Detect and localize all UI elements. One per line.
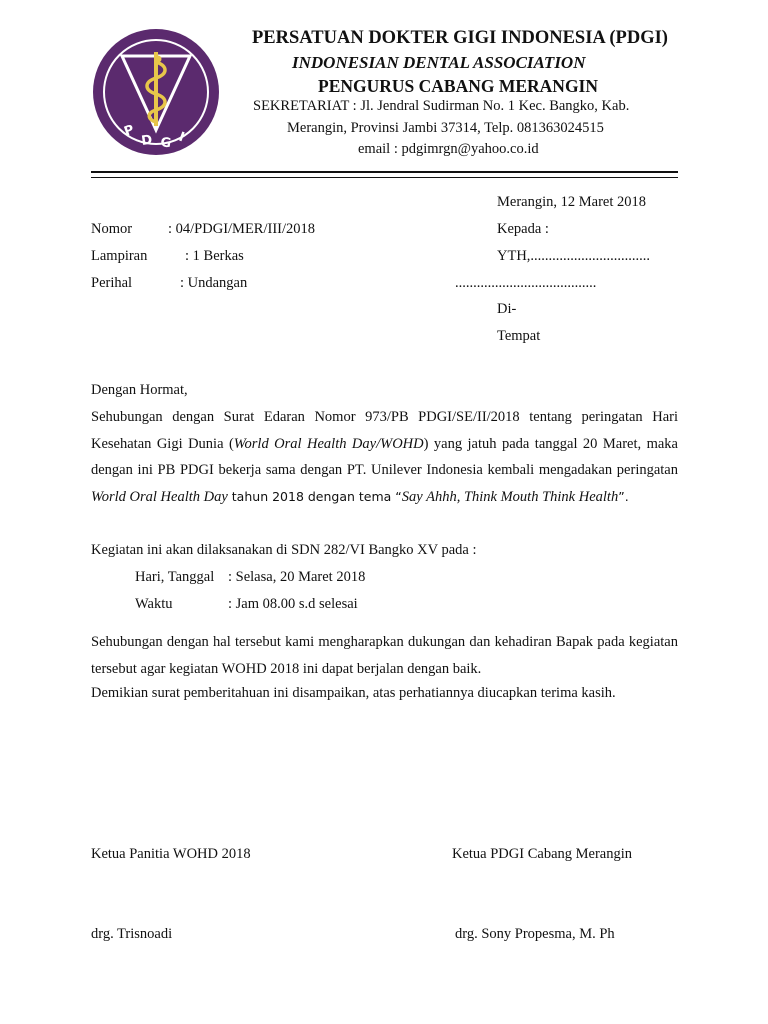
nomor-label: Nomor bbox=[91, 221, 133, 237]
right-signer-name: drg. Sony Propesma, M. Ph bbox=[455, 926, 615, 942]
perihal-label: Perihal bbox=[91, 275, 133, 291]
paragraph-2: Kegiatan ini akan dilaksanakan di SDN 282/VI Bangko XV pada : bbox=[91, 542, 477, 558]
perihal-value: : Undangan bbox=[180, 275, 248, 291]
lampiran-value: : 1 Berkas bbox=[185, 248, 244, 264]
di-label: Di- bbox=[497, 301, 517, 317]
left-signer-name: drg. Trisnoadi bbox=[91, 926, 173, 942]
branch-name: PENGURUS CABANG MERANGIN bbox=[318, 76, 599, 96]
address-line-1: SEKRETARIAT : Jl. Jendral Sudirman No. 1 Kec. Bangko, Kab. bbox=[253, 98, 630, 114]
p1-theme: Say Ahhh, Think Mouth Think Health bbox=[401, 488, 619, 505]
place-date: Merangin, 12 Maret 2018 bbox=[497, 194, 646, 210]
p1-text-e: tahun 2018 dengan tema “ bbox=[227, 488, 402, 504]
logo-letter-i: I bbox=[176, 129, 187, 146]
paragraph-1 bbox=[91, 404, 678, 510]
salutation: Dengan Hormat, bbox=[91, 382, 188, 398]
p1-text-c: ) yang jatuh pada tanggal 20 Maret, maka dengan ini PB PDGI bekerja sama dengan PT. Unilever Indonesia kembali mengadakan peringatan bbox=[91, 435, 678, 479]
address-line-2: Merangin, Provinsi Jambi 37314, Telp. 081363024515 bbox=[287, 120, 604, 136]
p1-wohd-italic: World Oral Health Day/WOHD bbox=[233, 435, 424, 452]
nomor-value: : 04/PDGI/MER/III/2018 bbox=[168, 221, 316, 237]
left-signer-title: Ketua Panitia WOHD 2018 bbox=[91, 846, 251, 862]
waktu-label: Waktu bbox=[135, 596, 173, 612]
logo-letter-d: D bbox=[140, 132, 154, 149]
pdgi-logo bbox=[92, 28, 220, 156]
email-line: email : pdgimrgn@yahoo.co.id bbox=[358, 141, 539, 157]
letterhead-rule-thin bbox=[91, 177, 678, 178]
yth-line: YTH,................................. bbox=[497, 248, 651, 264]
logo-letter-g: G bbox=[159, 135, 173, 152]
logo-letter-p: P bbox=[122, 122, 137, 140]
org-name-english: INDONESIAN DENTAL ASSOCIATION bbox=[292, 53, 586, 72]
waktu-value: : Jam 08.00 s.d selesai bbox=[228, 596, 358, 612]
right-signer-title: Ketua PDGI Cabang Merangin bbox=[452, 846, 632, 862]
letterhead-rule-thick bbox=[91, 171, 678, 173]
tempat-label: Tempat bbox=[497, 328, 541, 344]
p3-text: Sehubungan dengan hal tersebut kami mengharapkan dukungan dan kehadiran Bapak pada kegiatan tersebut agar kegiatan WOHD 2018 ini dapat berjalan dengan baik. bbox=[91, 634, 678, 677]
hari-value: : Selasa, 20 Maret 2018 bbox=[228, 569, 366, 585]
org-name: PERSATUAN DOKTER GIGI INDONESIA (PDGI) bbox=[252, 28, 668, 48]
p1-world-oral-health-day: World Oral Health Day bbox=[91, 488, 228, 505]
recipient-dots: ....................................... bbox=[455, 275, 597, 291]
pdgi-emblem-icon bbox=[92, 28, 220, 156]
p1-text-a: Sehubungan dengan Surat Edaran Nomor 973/PB PDGI/SE/II/2018 tentang peringatan Hari Kesehatan Gigi Dunia ( bbox=[91, 409, 678, 452]
kepada-label: Kepada : bbox=[497, 221, 549, 237]
p1-text-g: ”. bbox=[618, 488, 629, 504]
paragraph-4: Demikian surat pemberitahuan ini disampaikan, atas perhatiannya diucapkan terima kasih. bbox=[91, 685, 616, 701]
paragraph-3 bbox=[91, 629, 678, 682]
lampiran-label: Lampiran bbox=[91, 248, 148, 264]
hari-label: Hari, Tanggal bbox=[135, 569, 215, 585]
